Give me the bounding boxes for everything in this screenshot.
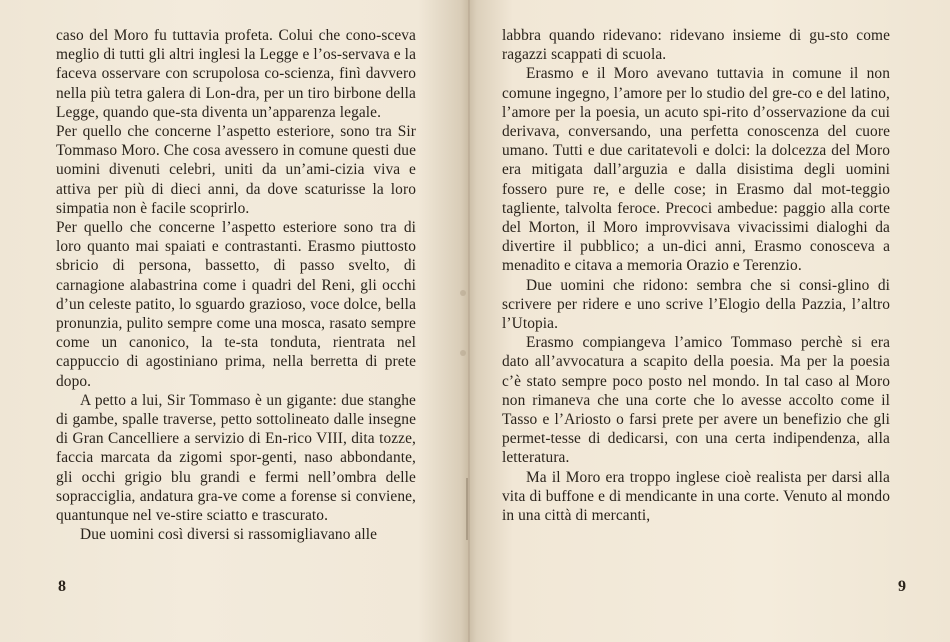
paragraph: Erasmo compiangeva l’amico Tommaso perchè si era dato all’avvocatura a scapito della poesia. Ma per la poesia c’è stato sempre poco posto nel mondo. In tal caso al Moro non rimaneva che una corte che lo avesse accolto come il Tasso e l’Ariosto o farsi prete per avere un benefizio che gli permet-tesse di dedicarsi, con una certa indipendenza, alla letteratura.	[502, 334, 890, 467]
left-page	[0, 0, 466, 642]
right-page	[470, 0, 950, 642]
paragraph: Per quello che concerne l’aspetto esteriore sono tra di loro quanto mai spaiati e contrastanti. Erasmo piuttosto sbricio di persona, bassetto, di passo svelto, di carnagione alabastrina come i quadri del Reni, gli occhi d’un celeste patito, lo sguardo grazioso, voce dolce, bella pronunzia, pulito sempre come una mosca, rasato sempre come un canonico, la te-sta tonduta, rientrata nel cappuccio di agostiniano prima, nella berretta di prete dopo.	[56, 219, 416, 390]
paragraph: Per quello che concerne l’aspetto esteriore, sono tra Sir Tommaso Moro. Che cosa avessero in comune questi due uomini divenuti celebri, uniti da un’ami-cizia viva e attiva per più di dieci anni, da dove scaturisse la loro simpatia non è facile scoprirlo.	[56, 123, 416, 217]
paragraph: caso del Moro fu tuttavia profeta. Colui che cono-sceva meglio di tutti gli altri inglesi la Legge e l’os-servava e la faceva osservare con scrupolosa co-scienza, finì davvero nella più tetra galera di Lon-dra, per un tiro birbone della Legge, quando que-sta diventa un’apparenza legale.	[56, 27, 416, 121]
paragraph: A petto a lui, Sir Tommaso è un gigante: due stanghe di gambe, spalle traverse, petto sottolineato dalle insegne di Gran Cancelliere a servizio di En-rico VIII, dita tozze, faccia marcata da zigomi spor-genti, naso abbondante, gli occhi grigio blu grandi e fermi nell’ombra delle sopracciglia, andatura gra-ve come a forense si conviene, quantunque nel ve-stire sciatto e trascurato.	[56, 391, 416, 525]
page-number: 8	[58, 578, 66, 595]
paragraph: Ma il Moro era troppo inglese cioè realista per darsi alla vita di buffone e di mendicante in una corte. Venuto al mondo in una città di mercanti,	[502, 468, 890, 525]
left-page-text	[56, 26, 416, 544]
gutter-thread	[466, 478, 468, 540]
right-page-text	[502, 26, 890, 525]
paragraph: labbra quando ridevano: ridevano insieme di gu-sto come ragazzi scappati di scuola.	[502, 27, 890, 64]
page-number: 9	[898, 578, 906, 595]
paragraph: Due uomini così diversi si rassomigliavano alle	[80, 526, 378, 544]
paragraph: Erasmo e il Moro avevano tuttavia in comune il non comune ingegno, l’amore per lo studio del gre-co e del latino, l’amore per la poesia, un acuto spi-rito d’osservazione da cui derivava, conversando, una perfetta conoscenza del cuore umano. Tutti e due caritatevoli e dolci: la dolcezza del Moro era mitigata dall’arguzia e dalla disistima degli uomini fossero pure re, e delle cose; in Erasmo dal mot-teggio tagliente, talvolta feroce. Precoci ambedue: paggio alla corte del Morton, il Moro improvvisava vivacissimi dialoghi da divertire il pubblico; a un-dici anni, Erasmo conosceva a menadito e citava a memoria Orazio e Terenzio.	[502, 65, 890, 275]
paragraph: Due uomini che ridono: sembra che si consi-glino di scrivere per ridere e uno scrive l’Elogio della Pazzia, l’altro l’Utopia.	[502, 276, 890, 333]
